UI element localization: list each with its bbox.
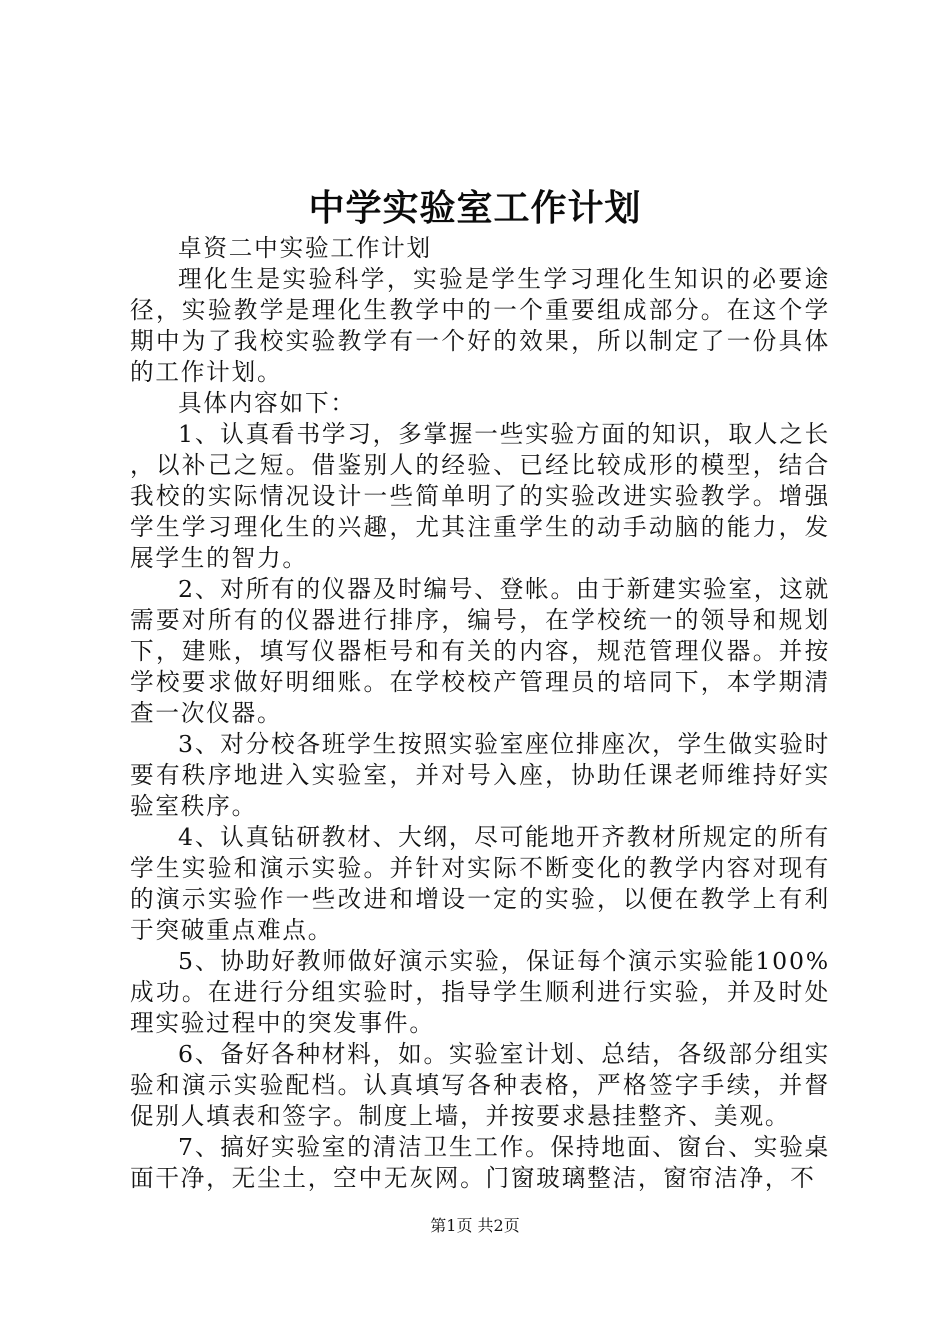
plan-item-1: 1、认真看书学习，多掌握一些实验方面的知识，取人之长，以补己之短。借鉴别人的经验、已经比较成形的模型，结合我校的实际情况设计一些简单明了的实验改进实验教学。增强学生学习理化生的兴趣，尤其注重学生的动手动脑的能力，发展学生的智力。 <box>130 420 830 572</box>
plan-item-6: 6、备好各种材料，如。实验室计划、总结，各级部分组实验和演示实验配档。认真填写各种表格，严格签字手续，并督促别人填表和签字。制度上墙，并按要求悬挂整齐、美观。 <box>130 1040 830 1130</box>
plan-item-5: 5、协助好教师做好演示实验，保证每个演示实验能100%成功。在进行分组实验时，指导学生顺利进行实验，并及时处理实验过程中的突发事件。 <box>130 947 830 1037</box>
plan-item-2: 2、对所有的仪器及时编号、登帐。由于新建实验室，这就需要对所有的仪器进行排序，编号，在学校统一的领导和规划下，建账，填写仪器柜号和有关的内容，规范管理仪器。并按学校要求做好明细账。在学校校产管理员的培同下，本学期清查一次仪器。 <box>130 575 830 727</box>
plan-item-7: 7、搞好实验室的清洁卫生工作。保持地面、窗台、实验桌面干净，无尘土，空中无灰网。门窗玻璃整洁，窗帘洁净，不 <box>130 1133 830 1192</box>
content-intro: 具体内容如下： <box>178 389 356 417</box>
document-body <box>130 233 830 1194</box>
plan-item-4: 4、认真钻研教材、大纲，尽可能地开齐教材所规定的所有学生实验和演示实验。并针对实际不断变化的教学内容对现有的演示实验作一些改进和增设一定的实验，以便在教学上有利于突破重点难点。 <box>130 823 830 944</box>
page-number-footer: 第1页 共2页 <box>430 1216 520 1235</box>
document-title: 中学实验室工作计划 <box>308 187 642 229</box>
school-plan-heading: 卓资二中实验工作计划 <box>178 234 432 262</box>
plan-item-3: 3、对分校各班学生按照实验室座位排座次，学生做实验时要有秩序地进入实验室，并对号入座，协助任课老师维持好实验室秩序。 <box>130 730 830 820</box>
intro-paragraph: 理化生是实验科学，实验是学生学习理化生知识的必要途径，实验教学是理化生教学中的一个重要组成部分。在这个学期中为了我校实验教学有一个好的效果，所以制定了一份具体的工作计划。 <box>130 265 830 386</box>
